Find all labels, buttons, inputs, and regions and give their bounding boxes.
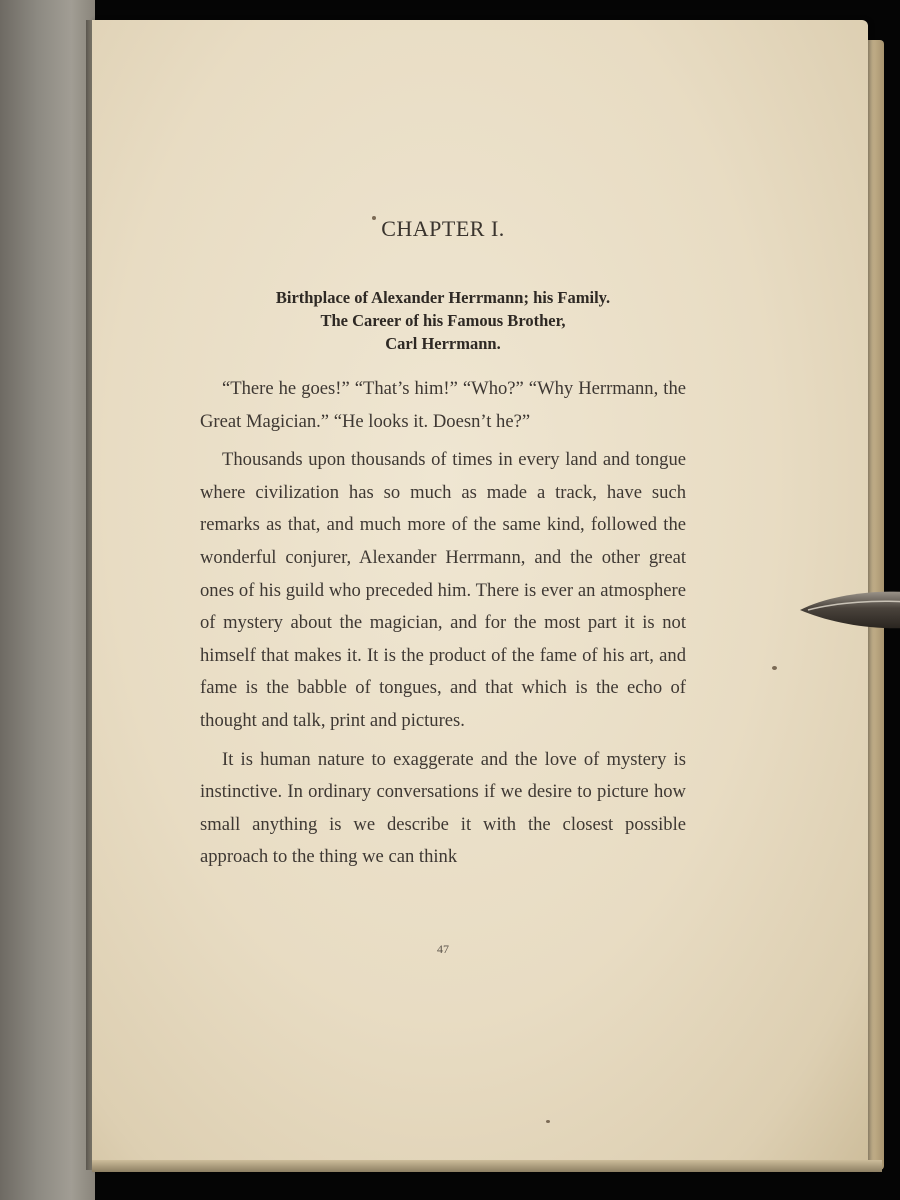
paragraph: “There he goes!” “That’s him!” “Who?” “Why Herrmann, the Great Magician.” “He looks it. Doesn’t he?” [200, 378, 686, 432]
bookmark-pointer-icon [798, 588, 900, 632]
paper-spot [546, 1120, 550, 1123]
paragraph: It is human nature to exaggerate and the love of mystery is instinctive. In ordinary conversations if we desire to picture how small anything is we describe it with the closest possible approach to the thing we can think [200, 748, 686, 868]
page-edge-bottom [92, 1160, 882, 1172]
body-text [200, 373, 686, 874]
subtitle-line: Carl Herrmann. [385, 334, 501, 353]
subtitle-line: The Career of his Famous Brother, [320, 311, 566, 330]
paper-spot [772, 666, 777, 670]
page-content [200, 200, 686, 880]
chapter-title: CHAPTER I. [381, 216, 505, 241]
chapter-subtitle [200, 286, 686, 355]
paragraph: Thousands upon thousands of times in every land and tongue where civilization has so much as made a track, have such remarks as that, and much more of the same kind, followed the wonderful conjurer, Alexander Herrmann, and the other great ones of his guild who preceded him. There is ever an atmosphere of mystery about the magician, and for the most part it is not himself that makes it. It is the product of the fame of his art, and fame is the babble of tongues, and that which is the echo of thought and talk, print and pictures. [200, 449, 686, 731]
subtitle-line: Birthplace of Alexander Herrmann; his Family. [275, 288, 611, 307]
page-number: 47 [437, 942, 449, 956]
book-cover-left [0, 0, 95, 1200]
